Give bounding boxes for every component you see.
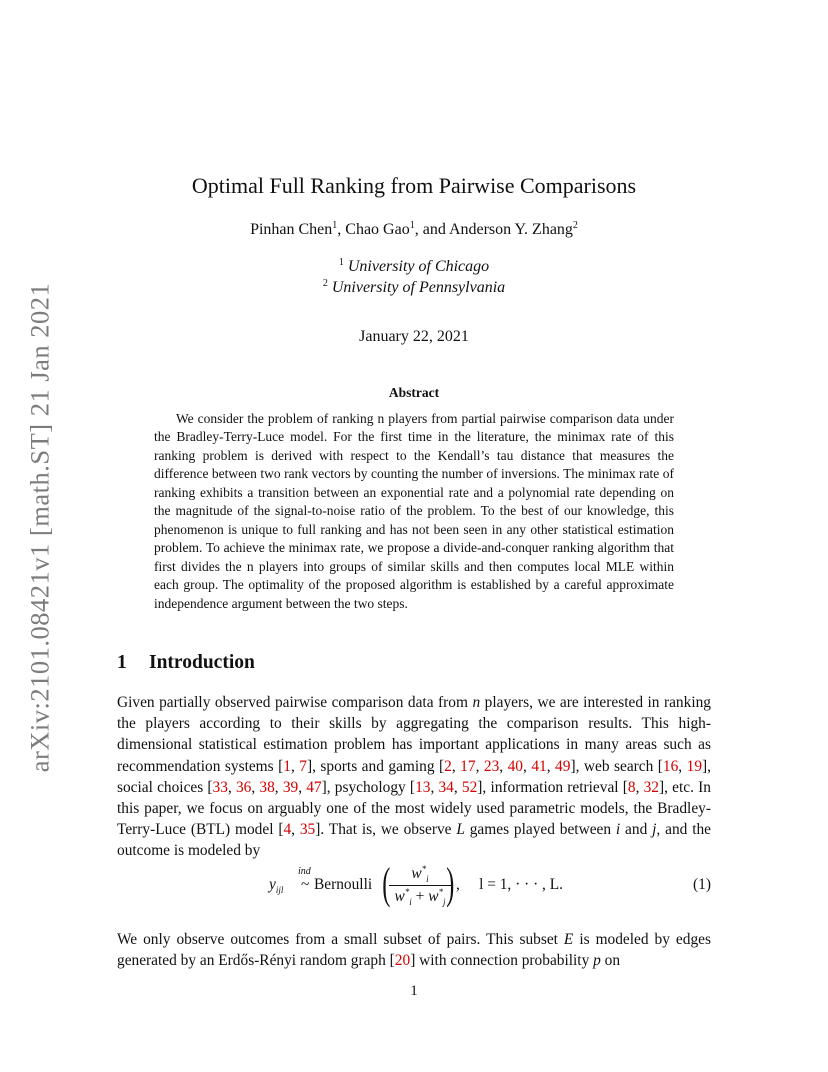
denominator: $w^*_i + w^*_j$ bbox=[394, 887, 446, 908]
affiliation-mark: 2 bbox=[572, 220, 578, 231]
citation-link[interactable]: 23 bbox=[483, 757, 500, 775]
affiliation-mark: 1 bbox=[338, 257, 344, 268]
citation-link[interactable]: 8 bbox=[627, 778, 636, 796]
affiliation-name: University of Pennsylvania bbox=[331, 279, 506, 296]
intro-paragraph: Given partially observed pairwise comparison data from n players, we are interested in ranking the players according to their skills by aggregating the comparison results. This high-dimensional statistical estimation problem has important applications in many areas such as recommendation systems [1, 7], sports and gaming [2, 17, 23, 40, 41, 49], web search [16, 19], social choices [33, 36, 38, 39, 47], psychology [13, 34, 52], information retrieval [8, 32], etc. In this paper, we focus on arguably one of the most widely used parametric models, the Bradley-Terry-Luce (BTL) model [4, 35]. That is, we observe L games played between i and j, and the outcome is modeled by bbox=[117, 694, 711, 860]
citation-link[interactable]: 17 bbox=[460, 757, 476, 775]
citation-link[interactable]: 32 bbox=[643, 778, 659, 796]
citation-link[interactable]: 1 bbox=[283, 757, 291, 775]
affiliation-mark: 1 bbox=[409, 220, 415, 231]
separator: , bbox=[337, 221, 346, 238]
citation-link[interactable]: 40 bbox=[507, 757, 523, 775]
publication-date: January 22, 2021 bbox=[359, 328, 469, 345]
citation-link[interactable]: 2 bbox=[444, 757, 452, 775]
body-paragraph: We only observe outcomes from a small subset of pairs. This subset E is modeled by edges generated by an Erdős-Rényi random graph [20] with connection probability p on bbox=[117, 931, 711, 970]
equation-lhs: $y_{ijl}$ bbox=[269, 876, 284, 896]
left-paren: ( bbox=[382, 859, 391, 908]
index-range: , l = 1, · · · , L. bbox=[456, 876, 563, 893]
citation-link[interactable]: 52 bbox=[461, 778, 478, 796]
affiliation-mark: 2 bbox=[322, 278, 328, 289]
equation-1 bbox=[117, 859, 711, 910]
citation-link[interactable]: 7 bbox=[299, 757, 307, 775]
right-paren: ) bbox=[446, 859, 455, 908]
author-name: Chao Gao bbox=[345, 221, 410, 238]
affiliation-name: University of Chicago bbox=[347, 258, 490, 275]
distributed-as-symbol: ~ bbox=[301, 876, 310, 893]
citation-link[interactable]: 13 bbox=[415, 778, 431, 796]
section-title: Introduction bbox=[149, 652, 255, 673]
equation-number: (1) bbox=[693, 876, 711, 893]
numerator: $w^*_i$ bbox=[389, 864, 451, 886]
abstract-heading: Abstract bbox=[388, 385, 440, 400]
page-number: 1 bbox=[410, 983, 418, 999]
section-number: 1 bbox=[117, 652, 127, 673]
affiliation bbox=[0, 278, 828, 297]
citation-link[interactable]: 39 bbox=[282, 778, 299, 796]
separator: , and bbox=[414, 221, 449, 238]
section-heading bbox=[117, 652, 255, 674]
citation-link[interactable]: 49 bbox=[555, 757, 571, 775]
citation-link[interactable]: 41 bbox=[531, 757, 547, 775]
citation-link[interactable]: 16 bbox=[662, 757, 679, 775]
affiliation bbox=[0, 257, 828, 276]
author-list bbox=[0, 220, 828, 239]
independence-label: ind bbox=[298, 866, 311, 877]
distribution-name: Bernoulli bbox=[314, 876, 373, 893]
citation-link[interactable]: 34 bbox=[438, 778, 454, 796]
arxiv-identifier-stamp: arXiv:2101.08421v1 [math.ST] 21 Jan 2021 bbox=[24, 282, 55, 773]
citation-link[interactable]: 47 bbox=[306, 778, 322, 796]
citation-link[interactable]: 19 bbox=[686, 757, 703, 775]
citation-link[interactable]: 4 bbox=[283, 821, 292, 839]
citation-link[interactable]: 33 bbox=[212, 778, 228, 796]
author-name: Pinhan Chen bbox=[250, 221, 333, 238]
affiliation-mark: 1 bbox=[332, 220, 338, 231]
citation-link[interactable]: 36 bbox=[235, 778, 252, 796]
abstract-body: We consider the problem of ranking n players from partial pairwise comparison data under the Bradley-Terry-Luce model. For the first time in the literature, the minimax rate of this ranking problem is derived with respect to the Kendall’s tau distance that measures the difference between two rank vectors by counting the number of inversions. The minimax rate of ranking exhibits a transition between an exponential rate and a polynomial rate depending on the magnitude of the signal-to-noise ratio of the problem. To the best of our knowledge, this phenomenon is unique to full ranking and has not been seen in any other statistical estimation problem. To achieve the minimax rate, we propose a divide-and-conquer ranking algorithm that first divides the n players into groups of similar skills and then computes local MLE within each group. The optimality of the proposed algorithm is established by a careful approximate independence argument between the two steps. bbox=[154, 411, 674, 611]
paper-title: Optimal Full Ranking from Pairwise Comparisons bbox=[191, 173, 637, 198]
citation-link[interactable]: 38 bbox=[259, 778, 275, 796]
citation-link[interactable]: 20 bbox=[394, 952, 411, 970]
author-name: Anderson Y. Zhang bbox=[448, 221, 573, 238]
citation-link[interactable]: 35 bbox=[299, 821, 316, 839]
fraction bbox=[389, 864, 451, 907]
